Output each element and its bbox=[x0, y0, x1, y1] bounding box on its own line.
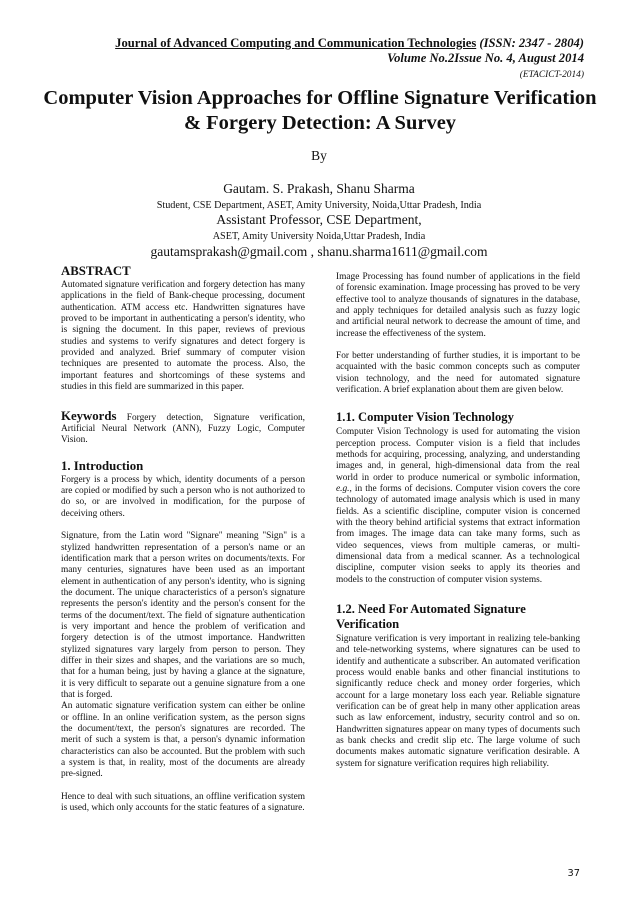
intro-paragraph: Signature, from the Latin word "Signare" meaning "Sign" is a stylized handwritten representation of a person's name or an identification mark that a person writes on documents/texts. For many centuries, signatures have been used as an important element in authentication of any person's identity, who is signing the document. The unique characteristics of a person's signature represents the person's identity and the person's consent for the terms of the document/text. The field of signature authentication is very important and hence the problem of verification and forgery detection is of the utmost importance. Handwritten stylized signatures vary largely from person to person. They differ in their sizes and shapes, and the variations are so much, that for a human being, just by having a glance at the signature, it is very difficult to separate out a genuine signature from a one that is forged. bbox=[61, 531, 305, 700]
section-1-1-text bbox=[336, 427, 580, 586]
keywords-text: Forgery detection, Signature verification, Artificial Neural Network (ANN), Fuzzy Logic, Computer Vision. bbox=[61, 412, 305, 446]
journal-issn: (ISSN: 2347 - 2804) bbox=[479, 36, 584, 50]
page-number: 37 bbox=[567, 868, 580, 879]
right-column bbox=[336, 272, 580, 781]
affiliation-professor: ASET, Amity University Noida,Uttar Pradesh, India bbox=[212, 231, 426, 242]
intro-paragraph: Image Processing has found number of applications in the field of forensic examination. Image processing has proved to be very effective tool to analyze thousands of signatures in the database, and apply techniques for detailed analysis such as fuzzy logic and artificial neural network to decrease the amount of time, and increase the effectiveness of the system. bbox=[336, 272, 580, 339]
intro-paragraph: For better understanding of further studies, it is important to be acquainted with the basic common concepts such as computer vision technology, and the need for automated signature verification. A brief explanation about them are given below. bbox=[336, 351, 580, 396]
affiliation-student: Student, CSE Department, ASET, Amity University, Noida,Uttar Pradesh, India bbox=[156, 200, 482, 211]
affiliation-role: Assistant Professor, CSE Department, bbox=[216, 212, 422, 227]
intro-paragraph: Forgery is a process by which, identity documents of a person are copied or modified by such a person who is not authorized to do so, or are involved in modification, for the purpose of deceiving others. bbox=[61, 474, 305, 519]
section-1-1-heading: 1.1. Computer Vision Technology bbox=[336, 410, 514, 425]
by-line: By bbox=[311, 148, 327, 163]
keywords-block bbox=[61, 409, 305, 447]
journal-title-line bbox=[115, 36, 584, 51]
abstract-heading: ABSTRACT bbox=[61, 264, 131, 278]
introduction-heading: 1. Introduction bbox=[61, 458, 144, 473]
journal-volume: Volume No.2Issue No. 4, August 2014 bbox=[387, 50, 584, 65]
intro-paragraph: An automatic signature verification system can either be online or offline. In an online verification system, as the person signs the document/text, the person's signatures are recorded. The merit of such a system is that, a person's dynamic information characteristics can also be accounted. But the problem with such a system is that, in reality, most of the documents are already pre-signed. bbox=[61, 701, 305, 780]
section-1-1-text-post: , in the forms of decisions. Computer vision covers the core technology of automated image analysis which is used in many fields. As a scientific discipline, computer vision is concerned with the theory behind artificial systems that extract information from images. The image data can take many forms, such as video sequences, views from multiple cameras, or multi-dimensional data from a medical scanner. As a technological discipline, computer vision seeks to apply its theories and models to the construction of computer vision systems. bbox=[336, 484, 580, 585]
section-1-2-text: Signature verification is very important in realizing tele-banking and tele-networking systems, where signatures can be used to identify and authenticate a subscriber. An automated verification process would enable banks and other financial institutions to significantly reduce check and money order forgeries, which account for a large monetary loss each year. Reliable signature verification can be of great help in many other application areas such as law enforcement, industry, security control and so on. Handwritten signatures appear on many types of documents such as bank checks and credit slip etc. The large volume of such documents makes automatic signature verification desirable. A system for signature verification requires high reliability. bbox=[336, 633, 580, 769]
abstract-text: Automated signature verification and forgery detection has many applications in the field of Bank-cheque processing, document authentication. ATM access etc. Handwritten signatures have proved to be important in authenticating a person's identity, who is signing the document. In this paper, reviews of previous studies and systems to verify signatures and detect forgery is provided and analyzed. Brief summary of computer vision techniques are presented to automate the process. Also, the important features and shortcomings of these systems and studies in this field are summarized in this paper. bbox=[61, 280, 305, 393]
eg-abbrev: e.g. bbox=[336, 484, 350, 495]
left-column bbox=[61, 264, 305, 825]
author-emails[interactable]: gautamsprakash@gmail.com , shanu.sharma1611@gmail.com bbox=[150, 244, 488, 259]
paper-title: Computer Vision Approaches for Offline Signature Verification & Forgery Detection: A Survey bbox=[43, 87, 597, 134]
authors: Gautam. S. Prakash, Shanu Sharma bbox=[223, 181, 415, 196]
intro-paragraph: Hence to deal with such situations, an offline verification system is used, which only accounts for the static features of a signature. bbox=[61, 791, 305, 814]
keywords-label: Keywords bbox=[61, 408, 117, 423]
section-1-1-text-pre: Computer Vision Technology is used for automating the vision perception process. Computer vision is a field that includes methods for acquiring, processing, analyzing, and understanding images and, in general, high-dimensional data from the real world in order to produce numerical or symbolic information, bbox=[336, 427, 580, 483]
conference-tag: (ETACICT-2014) bbox=[519, 69, 584, 80]
section-1-2-heading: 1.2. Need For Automated Signature Verification bbox=[336, 602, 526, 631]
journal-header bbox=[115, 36, 584, 81]
journal-name[interactable]: Journal of Advanced Computing and Communication Technologies bbox=[115, 36, 477, 50]
